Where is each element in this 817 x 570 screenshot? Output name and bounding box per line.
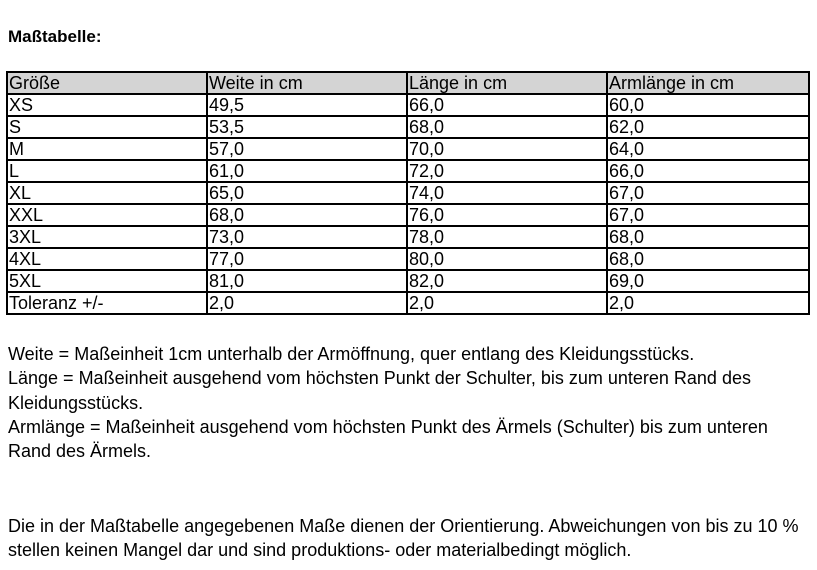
header-size: Größe — [7, 72, 207, 94]
cell-size: XS — [7, 94, 207, 116]
cell-width: 53,5 — [207, 116, 407, 138]
cell-length: 80,0 — [407, 248, 607, 270]
tolerance-row — [7, 292, 809, 314]
cell-length: 82,0 — [407, 270, 607, 292]
cell-sleeve-length: 67,0 — [607, 182, 809, 204]
cell-sleeve-length: 68,0 — [607, 226, 809, 248]
cell-width: 73,0 — [207, 226, 407, 248]
cell-length: 72,0 — [407, 160, 607, 182]
cell-size: L — [7, 160, 207, 182]
cell-width: 81,0 — [207, 270, 407, 292]
table-row — [7, 94, 809, 116]
disclaimer: Die in der Maßtabelle angegebenen Maße dienen der Orientierung. Abweichungen von bis zu 10 % stellen keinen Mangel dar und sind produktions- oder materialbedingt möglich. — [8, 516, 799, 561]
cell-size: S — [7, 116, 207, 138]
cell-width: 57,0 — [207, 138, 407, 160]
table-row — [7, 138, 809, 160]
cell-length: 68,0 — [407, 116, 607, 138]
cell-sleeve-length: 2,0 — [607, 292, 809, 314]
note-length: Länge = Maßeinheit ausgehend vom höchsten Punkt der Schulter, bis zum unteren Rand des Kleidungsstücks. — [8, 368, 751, 413]
cell-size: XXL — [7, 204, 207, 226]
measurement-notes — [8, 342, 808, 463]
table-row — [7, 226, 809, 248]
cell-width: 68,0 — [207, 204, 407, 226]
cell-size: 3XL — [7, 226, 207, 248]
table-row — [7, 204, 809, 226]
table-row — [7, 270, 809, 292]
cell-length: 70,0 — [407, 138, 607, 160]
cell-size: 5XL — [7, 270, 207, 292]
cell-width: 49,5 — [207, 94, 407, 116]
table-row — [7, 182, 809, 204]
table-row — [7, 248, 809, 270]
cell-sleeve-length: 62,0 — [607, 116, 809, 138]
cell-size: M — [7, 138, 207, 160]
cell-width: 2,0 — [207, 292, 407, 314]
cell-size: 4XL — [7, 248, 207, 270]
cell-size: XL — [7, 182, 207, 204]
cell-sleeve-length: 66,0 — [607, 160, 809, 182]
header-width: Weite in cm — [207, 72, 407, 94]
page-title: Maßtabelle: — [8, 27, 102, 46]
cell-sleeve-length: 69,0 — [607, 270, 809, 292]
cell-width: 65,0 — [207, 182, 407, 204]
cell-sleeve-length: 64,0 — [607, 138, 809, 160]
note-width: Weite = Maßeinheit 1cm unterhalb der Armöffnung, quer entlang des Kleidungsstücks. — [8, 344, 695, 364]
cell-length: 2,0 — [407, 292, 607, 314]
cell-length: 74,0 — [407, 182, 607, 204]
cell-sleeve-length: 68,0 — [607, 248, 809, 270]
cell-sleeve-length: 60,0 — [607, 94, 809, 116]
cell-size: Toleranz +/- — [7, 292, 207, 314]
cell-width: 77,0 — [207, 248, 407, 270]
size-table — [6, 71, 810, 315]
table-row — [7, 160, 809, 182]
header-sleeve-length: Armlänge in cm — [607, 72, 809, 94]
table-header-row — [7, 72, 809, 94]
cell-sleeve-length: 67,0 — [607, 204, 809, 226]
header-length: Länge in cm — [407, 72, 607, 94]
cell-length: 76,0 — [407, 204, 607, 226]
table-row — [7, 116, 809, 138]
cell-width: 61,0 — [207, 160, 407, 182]
cell-length: 78,0 — [407, 226, 607, 248]
note-sleeve-length: Armlänge = Maßeinheit ausgehend vom höchsten Punkt des Ärmels (Schulter) bis zum unteren Rand des Ärmels. — [8, 416, 768, 462]
cell-length: 66,0 — [407, 94, 607, 116]
